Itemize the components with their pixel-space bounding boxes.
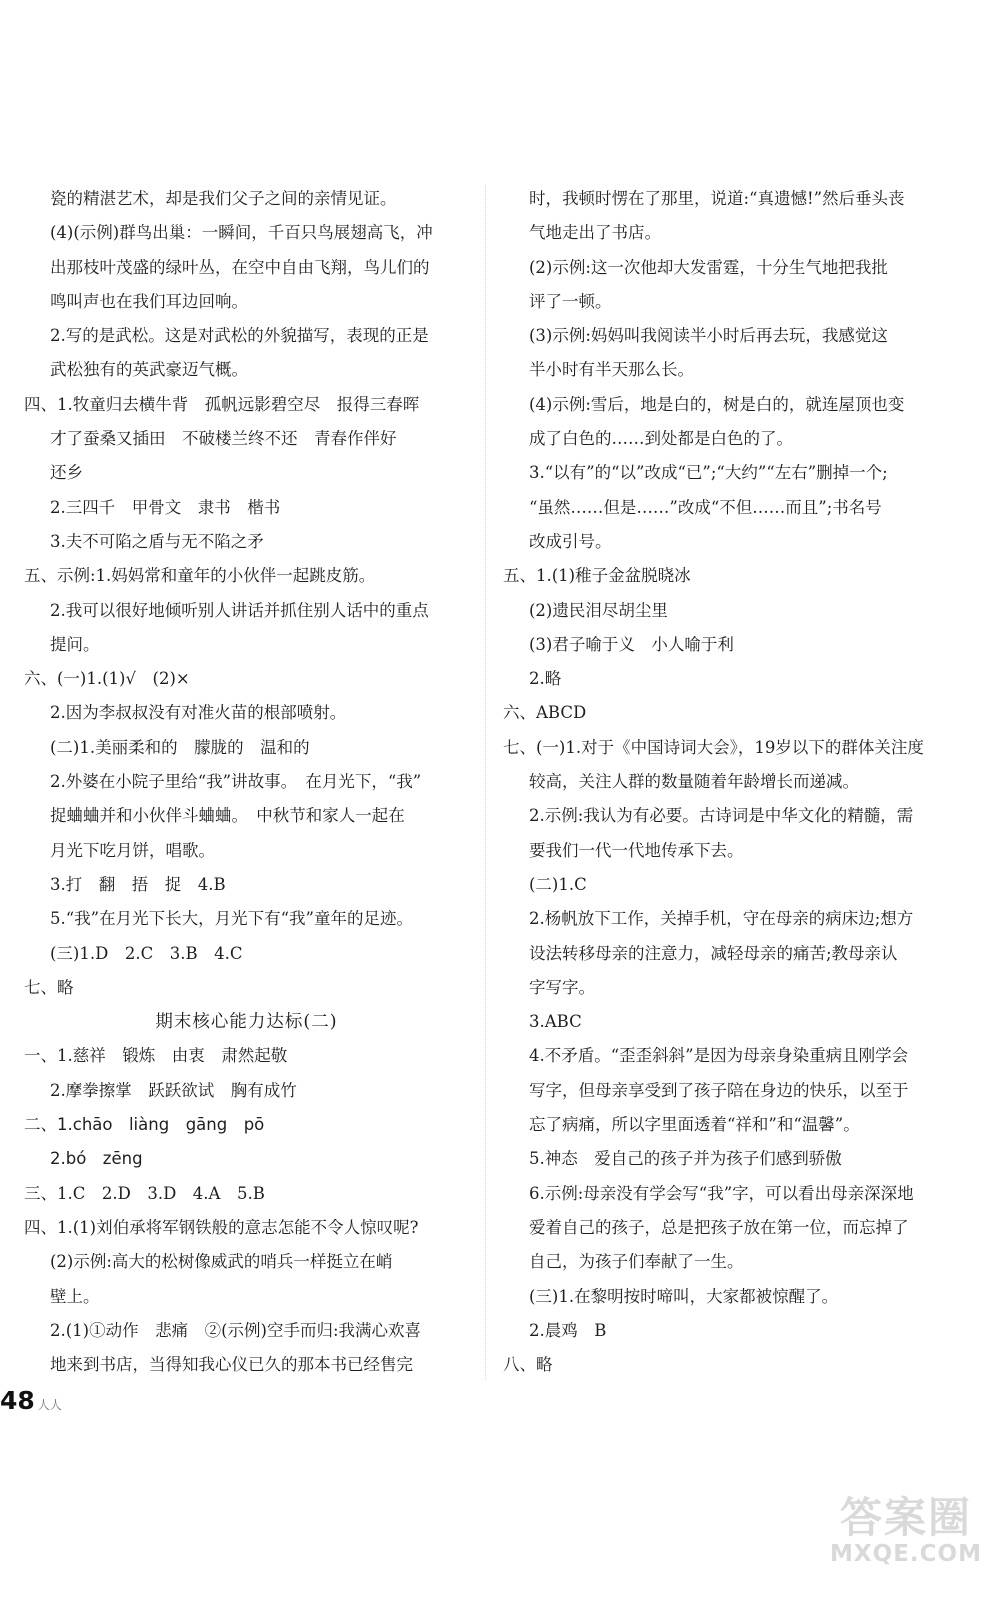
answer-line: 2.三四千 甲骨文 隶书 楷书 xyxy=(50,497,281,517)
answer-line: 3.打 翻 捂 捉 4.B xyxy=(50,874,226,894)
section-title: 期末核心能力达标(二) xyxy=(155,1012,338,1033)
answer-line: 2.写的是武松。这是对武松的外貌描写，表现的正是 xyxy=(50,326,429,346)
answer-line: 七、(一)1.对于《中国诗词大会》，19岁以下的群体关注度 xyxy=(503,737,924,757)
answer-line: (2)示例:高大的松树像威武的哨兵一样挺立在峭 xyxy=(50,1252,393,1272)
answer-line: 月光下吃月饼，唱歌。 xyxy=(50,840,215,860)
answer-line: 四、1.牧童归去横牛背 孤帆远影碧空尽 报得三春晖 xyxy=(24,394,420,414)
answer-line: 六、(一)1.(1)√ (2)× xyxy=(24,669,190,689)
answer-line: 5.“我”在月光下长大，月光下有“我”童年的足迹。 xyxy=(50,909,413,929)
answer-line: 4.不矛盾。“歪歪斜斜”是因为母亲身染重病且刚学会 xyxy=(529,1046,909,1066)
answer-line: (4)示例:雪后，地是白的，树是白的，就连屋顶也变 xyxy=(529,394,905,414)
answer-line: 6.示例:母亲没有学会写“我”字，可以看出母亲深深地 xyxy=(529,1183,914,1203)
answer-line: (三)1.D 2.C 3.B 4.C xyxy=(50,943,243,963)
answer-line: 五、1.(1)稚子金盆脱晓冰 xyxy=(503,566,691,586)
answer-line: 一、1.慈祥 锻炼 由衷 肃然起敬 xyxy=(24,1046,288,1066)
answer-line: 评了一顿。 xyxy=(529,291,612,311)
answer-line: 壁上。 xyxy=(50,1286,100,1306)
answer-line: 字写字。 xyxy=(529,977,595,997)
answer-line: 较高，关注人群的数量随着年龄增长而递减。 xyxy=(529,772,859,792)
answer-line: (二)1.C xyxy=(529,874,587,894)
answer-line: 自己，为孩子们奉献了一生。 xyxy=(529,1252,744,1272)
answer-line: 地来到书店，当得知我心仪已久的那本书已经售完 xyxy=(50,1355,413,1375)
answer-line: 改成引号。 xyxy=(529,531,612,551)
answer-line: 六、ABCD xyxy=(503,703,587,723)
watermark xyxy=(830,1495,982,1567)
answer-line: (2)示例:这一次他却大发雷霆，十分生气地把我批 xyxy=(529,257,888,277)
answer-line: 三、1.C 2.D 3.D 4.A 5.B xyxy=(24,1183,265,1203)
answer-line: (4)(示例)群鸟出巢：一瞬间，千百只鸟展翅高飞，冲 xyxy=(50,223,433,243)
answer-line: 爱着自己的孩子，总是把孩子放在第一位，而忘掉了 xyxy=(529,1217,909,1237)
answer-line: 2.我可以很好地倾听别人讲话并抓住别人话中的重点 xyxy=(50,600,429,620)
answer-line: 提问。 xyxy=(50,634,100,654)
answer-line: 3.“以有”的“以”改成“已”;“大约”“左右”删掉一个; xyxy=(529,463,888,483)
answer-line: 七、略 xyxy=(24,977,74,997)
answer-line: 出那枝叶茂盛的绿叶丛，在空中自由飞翔，鸟儿们的 xyxy=(50,257,430,277)
answer-line: 忘了病痛，所以字里面透着“祥和”和“温馨”。 xyxy=(529,1115,860,1135)
column-divider xyxy=(485,185,486,1380)
page-number xyxy=(0,1386,62,1415)
answer-line: 2.bó zēng xyxy=(50,1149,143,1169)
watermark-logo: 答案圈 xyxy=(840,1493,973,1542)
answer-line: 八、略 xyxy=(503,1355,553,1375)
answer-line: 2.(1)①动作 悲痛 ②(示例)空手而归:我满心欢喜 xyxy=(50,1320,422,1340)
answer-line: 5.神态 爱自己的孩子并为孩子们感到骄傲 xyxy=(529,1149,842,1169)
answer-line: 瓷的精湛艺术，却是我们父子之间的亲情见证。 xyxy=(50,189,397,208)
answer-line: 2.晨鸡 B xyxy=(529,1320,607,1340)
answer-line: (3)示例:妈妈叫我阅读半小时后再去玩，我感觉这 xyxy=(529,326,888,346)
answer-line: 五、示例:1.妈妈常和童年的小伙伴一起跳皮筋。 xyxy=(24,566,376,586)
answer-line: 半小时有半天那么长。 xyxy=(529,360,694,380)
answer-line: “虽然……但是……”改成“不但……而且”;书名号 xyxy=(529,497,882,517)
page-number-value: 48 xyxy=(0,1386,35,1415)
left-column xyxy=(24,182,469,1382)
answer-line: 才了蚕桑又插田 不破楼兰终不还 青春作伴好 xyxy=(50,429,397,449)
answer-line: 还乡 xyxy=(50,463,83,483)
answer-line: 设法转移母亲的注意力，减轻母亲的痛苦;教母亲认 xyxy=(529,943,898,963)
answer-line: 2.示例:我认为有必要。古诗词是中华文化的精髓，需 xyxy=(529,806,914,826)
answer-line: 要我们一代一代地传承下去。 xyxy=(529,840,744,860)
answer-line: 2.因为李叔叔没有对准火苗的根部喷射。 xyxy=(50,703,347,723)
answer-line: (3)君子喻于义 小人喻于利 xyxy=(529,634,734,654)
answer-line: 写字，但母亲享受到了孩子陪在身边的快乐，以至于 xyxy=(529,1080,909,1100)
answer-line: 2.略 xyxy=(529,669,562,689)
answer-line: 2.外婆在小院子里给“我”讲故事。 在月光下，“我” xyxy=(50,772,422,792)
answer-line: (三)1.在黎明按时啼叫，大家都被惊醒了。 xyxy=(529,1286,839,1306)
answer-line: 二、1.chāo liàng gāng pō xyxy=(24,1115,265,1135)
answer-line: 四、1.(1)刘伯承将军钢铁般的意志怎能不令人惊叹呢? xyxy=(24,1217,419,1237)
right-column xyxy=(503,182,973,1382)
answer-line: (二)1.美丽柔和的 朦胧的 温和的 xyxy=(50,737,310,757)
watermark-site: MXQE.COM xyxy=(830,1541,982,1567)
page-number-mark: 人人 xyxy=(37,1398,62,1412)
answer-line: 成了白色的……到处都是白色的了。 xyxy=(529,429,793,449)
answer-line: (2)遗民泪尽胡尘里 xyxy=(529,600,668,620)
answer-line: 3.夫不可陷之盾与无不陷之矛 xyxy=(50,531,264,551)
answer-line: 2.摩拳擦掌 跃跃欲试 胸有成竹 xyxy=(50,1080,297,1100)
answer-line: 2.杨帆放下工作，关掉手机，守在母亲的病床边;想方 xyxy=(529,909,914,929)
answer-line: 捉蛐蛐并和小伙伴斗蛐蛐。 中秋节和家人一起在 xyxy=(50,806,405,826)
answer-line: 鸣叫声也在我们耳边回响。 xyxy=(50,291,248,311)
answer-line: 武松独有的英武豪迈气概。 xyxy=(50,360,248,380)
answer-line: 3.ABC xyxy=(529,1012,582,1032)
answer-line: 时，我顿时愣在了那里，说道:“真遗憾!”然后垂头丧 xyxy=(529,189,905,208)
answer-line: 气地走出了书店。 xyxy=(529,223,661,243)
